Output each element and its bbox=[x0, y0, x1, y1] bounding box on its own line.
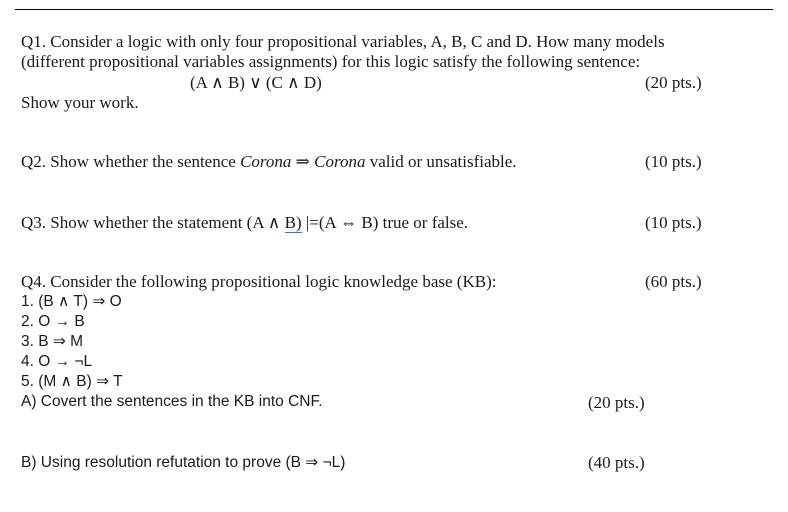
top-rule bbox=[15, 9, 773, 10]
q1-line-2: (different propositional variables assignments) for this logic satisfy the following sentence: bbox=[21, 52, 641, 71]
q4-part-a: A) Covert the sentences in the KB into CNF. bbox=[21, 393, 323, 410]
q1-points: (20 pts.) bbox=[645, 73, 702, 92]
q4-part-a-points: (20 pts.) bbox=[588, 393, 645, 412]
kb-item-1: 1. (B ∧ T) ⇒ O bbox=[21, 293, 122, 310]
kb-item-4: 4. O → ¬L bbox=[21, 353, 93, 370]
q3-suffix: |=(A ⇔ B) true or false. bbox=[301, 213, 469, 232]
q4-intro: Q4. Consider the following propositional logic knowledge base (KB): bbox=[21, 272, 497, 291]
q2-text bbox=[21, 152, 517, 172]
q4-points: (60 pts.) bbox=[645, 272, 702, 291]
q3-link[interactable]: B) bbox=[284, 213, 302, 232]
q3-points: (10 pts.) bbox=[645, 213, 702, 232]
q1-line-1: Q1. Consider a logic with only four propositional variables, A, B, C and D. How many models bbox=[21, 32, 665, 51]
q3-prefix: Q3. Show whether the statement (A ∧ bbox=[21, 213, 285, 232]
kb-item-2: 2. O → B bbox=[21, 313, 85, 330]
q4-part-b: B) Using resolution refutation to prove (B ⇒ ¬L) bbox=[21, 454, 346, 471]
q2-prefix: Q2. Show whether the sentence bbox=[21, 152, 241, 171]
kb-item-3: 3. B ⇒ M bbox=[21, 333, 84, 350]
q2-term-1: Corona bbox=[240, 152, 292, 171]
kb-item-5: 5. (M ∧ B) ⇒ T bbox=[21, 373, 123, 390]
q1-note: Show your work. bbox=[21, 93, 139, 112]
q4-part-b-points: (40 pts.) bbox=[588, 453, 645, 472]
q3-text bbox=[21, 213, 468, 233]
q2-term-2: Corona bbox=[314, 152, 366, 171]
q2-arrow: ⇒ bbox=[291, 152, 315, 171]
q1-formula: (A ∧ B) ∨ (C ∧ D) bbox=[190, 73, 322, 92]
q2-suffix: valid or unsatisfiable. bbox=[365, 152, 517, 171]
q2-points: (10 pts.) bbox=[645, 152, 702, 171]
